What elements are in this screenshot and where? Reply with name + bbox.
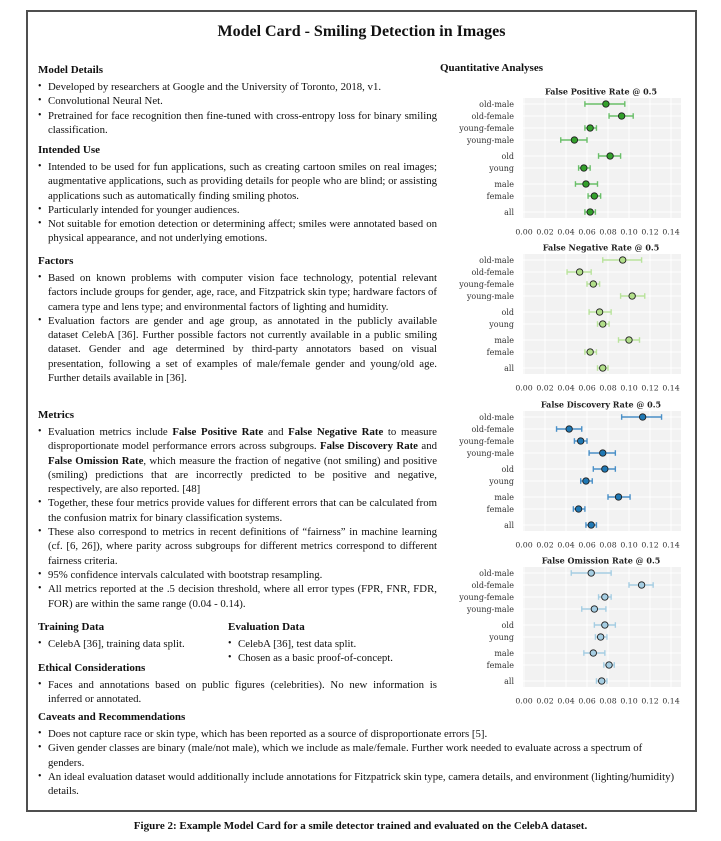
point-marker [638,581,644,587]
x-tick-label: 0.12 [641,696,659,705]
x-tick-label: 0.00 [515,227,533,237]
list-item [38,425,437,496]
list-item: • CelebA [36], training data split. [38,637,223,651]
list-item: • Developed by researchers at Google and the University of Toronto, 2018, v1. [38,80,437,94]
category-label: old-male [479,568,514,578]
x-tick-label: 0.02 [536,383,554,393]
point-marker [588,569,594,575]
x-tick-label: 0.04 [557,383,575,393]
x-tick-label: 0.00 [515,696,533,705]
bullet-list [38,425,437,611]
point-marker [602,621,608,627]
chart-title: False Positive Rate @ 0.5 [544,86,658,97]
section-heading: Ethical Considerations [38,662,146,674]
x-tick-label: 0.14 [662,696,680,705]
point-marker [626,337,632,343]
point-marker [583,477,589,483]
category-label: male [494,648,514,658]
bullet-list [38,160,437,246]
chart-false-positive-rate [440,84,700,240]
text-run: and [417,440,437,453]
category-label: young-female [459,592,514,602]
section-training-data [38,620,223,651]
point-marker [600,321,606,327]
list-item: • Intended to be used for fun applications, such as creating cartoon smiles on real images; augmentative applications, such as providing details for people who are blind; or assisting applications such as automatically finding smiling photos. [38,160,437,203]
point-marker [587,209,593,215]
category-label: young [489,632,514,642]
point-marker [578,437,584,443]
category-label: young-male [466,604,514,614]
chart-title: False Negative Rate @ 0.5 [542,242,660,253]
point-marker [597,633,603,639]
category-label: male [494,335,514,345]
quantitative-analyses-heading: Quantitative Analyses [440,62,543,74]
category-label: old-female [471,111,514,121]
section-model-details [38,63,437,137]
point-marker [629,293,635,299]
chart-title: False Omission Rate @ 0.5 [541,555,661,565]
list-item: • Together, these four metrics provide values for different errors that can be calculated from the confusion matrix for binary classification systems. [38,496,437,525]
bullet-list [38,80,437,137]
point-marker [607,153,613,159]
point-marker [600,449,606,455]
x-tick-label: 0.04 [557,696,575,705]
category-label: old-female [471,580,514,590]
category-label: old [501,151,514,161]
point-marker [591,605,597,611]
section-heading: Training Data [38,621,105,633]
list-item: • All metrics reported at the .5 decision threshold, where all error types (FPR, FNR, FDR, FOR) are within the same range (0.04 - 0.14). [38,582,437,611]
list-item: • Does not capture race or skin type, which has been reported as a source of disproportionate errors [5]. [38,727,680,741]
category-label: old [501,464,514,474]
section-heading: Metrics [38,409,75,421]
x-tick-label: 0.06 [578,696,596,705]
point-marker [575,505,581,511]
bullet-list [38,727,680,798]
x-tick-label: 0.14 [662,540,680,549]
chart-svg [440,84,700,240]
bullet-list [38,271,437,385]
section-heading: Intended Use [38,144,101,156]
category-label: young [489,319,514,329]
list-item: • Pretrained for face recognition then fine-tuned with cross-entropy loss for binary smiling classification. [38,109,437,138]
point-marker [590,281,596,287]
x-tick-label: 0.06 [578,383,596,393]
point-marker [566,425,572,431]
term-false-negative-rate: False Negative Rate [288,426,384,438]
list-item: • 95% confidence intervals calculated with bootstrap resampling. [38,568,437,582]
category-label: male [494,179,514,189]
category-label: old-male [479,412,514,422]
x-tick-label: 0.02 [536,696,554,705]
chart-false-omission-rate [440,553,700,709]
text-run: to measure disproportionate model performance errors across subgroups. [48,426,437,453]
chart-svg [440,240,700,396]
category-label: old-male [479,99,514,109]
list-item: • Chosen as a basic proof-of-concept. [228,651,438,665]
point-marker [615,493,621,499]
category-label: all [504,520,514,530]
point-marker [596,309,602,315]
chart-false-negative-rate [440,240,700,396]
category-label: young-female [459,436,514,446]
list-item: • Convolutional Neural Net. [38,94,437,108]
section-heading: Model Details [38,64,104,76]
x-tick-label: 0.06 [578,227,596,237]
point-marker [581,165,587,171]
point-marker [588,521,594,527]
bullet-list [38,637,223,651]
point-marker [603,101,609,107]
point-marker [587,349,593,355]
point-marker [600,365,606,371]
x-tick-label: 0.12 [641,383,659,393]
term-false-discovery-rate: False Discovery Rate [320,440,418,453]
section-heading: Factors [38,255,74,267]
point-marker [618,113,624,119]
term-false-omission-rate: False Omission Rate [48,454,144,467]
x-tick-label: 0.10 [620,383,638,393]
category-label: female [486,191,514,201]
chart-svg [440,397,700,553]
x-tick-label: 0.08 [599,696,617,705]
point-marker [602,593,608,599]
list-item: • An ideal evaluation dataset would additionally include annotations for Fitzpatrick skin type, camera details, and environment (lighting/humidity) details. [38,770,680,799]
point-marker [571,137,577,143]
text-run: Evaluation metrics include [48,426,173,438]
x-tick-label: 0.04 [557,540,575,549]
section-ethical-considerations [38,661,437,707]
x-tick-label: 0.02 [536,540,554,549]
term-false-positive-rate: False Positive Rate [172,426,264,438]
point-marker [587,125,593,131]
category-label: young [489,476,514,486]
section-heading: Caveats and Recommendations [38,711,186,723]
point-marker [583,181,589,187]
list-item: • These also correspond to metrics in recent definitions of “fairness” in machine learning (cf. [6, 26]), where parity across subgroups for different metrics correspond to different fairness criteria. [38,525,437,568]
x-tick-label: 0.02 [536,227,554,237]
category-label: young-female [459,279,514,289]
section-metrics [38,408,437,611]
x-tick-label: 0.06 [578,540,596,549]
category-label: female [486,504,514,514]
section-intended-use [38,143,437,246]
x-tick-label: 0.14 [662,383,680,393]
category-label: all [504,676,514,686]
category-label: old-female [471,267,514,277]
list-item: • Faces and annotations based on public figures (celebrities). No new information is inferred or annotated. [38,678,437,707]
list-item: • Given gender classes are binary (male/not male), which we include as male/female. Further work needed to evaluate across a spectrum of genders. [38,741,680,770]
chart-svg [440,553,700,709]
category-label: male [494,492,514,502]
category-label: young [489,163,514,173]
x-tick-label: 0.10 [620,540,638,549]
point-marker [599,677,605,683]
category-label: female [486,660,514,670]
x-tick-label: 0.10 [620,696,638,705]
x-tick-label: 0.08 [599,227,617,237]
point-marker [591,193,597,199]
point-marker [602,465,608,471]
card-title: Model Card - Smiling Detection in Images [217,23,506,40]
x-tick-label: 0.04 [557,227,575,237]
category-label: young-male [466,448,514,458]
x-tick-label: 0.10 [620,227,638,237]
section-evaluation-data [228,620,438,666]
category-label: old [501,620,514,630]
figure-caption: Figure 2: Example Model Card for a smile detector trained and evaluated on the CelebA dataset. [133,820,588,832]
text-run: and [263,426,289,438]
category-label: young-female [459,123,514,133]
category-label: female [486,347,514,357]
x-tick-label: 0.00 [515,383,533,393]
bullet-list [38,678,437,707]
chart-false-discovery-rate [440,397,700,553]
list-item: • Based on known problems with computer vision face technology, potential relevant factors include groups for gender, age, race, and Fitzpatrick skin type; hardware factors of camera type and lens type; and environmental factors of lighting and humidity. [38,271,437,314]
section-caveats-and-recommendations [38,710,680,798]
category-label: old-male [479,255,514,265]
category-label: old [501,307,514,317]
list-item: • Particularly intended for younger audiences. [38,203,437,217]
category-label: all [504,363,514,373]
x-tick-label: 0.12 [641,227,659,237]
list-item: • CelebA [36], test data split. [228,637,438,651]
x-tick-label: 0.08 [599,383,617,393]
category-label: all [504,207,514,217]
point-marker [590,649,596,655]
point-marker [639,413,645,419]
category-label: old-female [471,424,514,434]
point-marker [576,269,582,275]
x-tick-label: 0.14 [662,227,680,237]
text-run: , which measure the fraction of negative (not smiling) and positive (smiling) predictions that are incorrectly predicted to be positive and negative, respectively, are also reported. [48] [48,454,437,496]
point-marker [606,661,612,667]
section-factors [38,254,437,385]
list-item: • Not suitable for emotion detection or determining affect; smiles were annotated based on physical appearance, and not underlying emotions. [38,217,437,246]
x-tick-label: 0.08 [599,540,617,549]
list-item: • Evaluation factors are gender and age group, as annotated in the publicly available dataset CelebA [36]. Further possible factors not currently available in a public smiling dataset. Gender and age determined by third-party annotators based on visual presentation, following a set of examples of male/female gender and young/old age. Further details available in [36]. [38,314,437,385]
x-tick-label: 0.12 [641,540,659,549]
category-label: young-male [466,291,514,301]
x-tick-label: 0.00 [515,540,533,549]
point-marker [620,257,626,263]
chart-title: False Discovery Rate @ 0.5 [540,399,662,409]
category-label: young-male [466,135,514,145]
section-heading: Evaluation Data [228,621,305,633]
